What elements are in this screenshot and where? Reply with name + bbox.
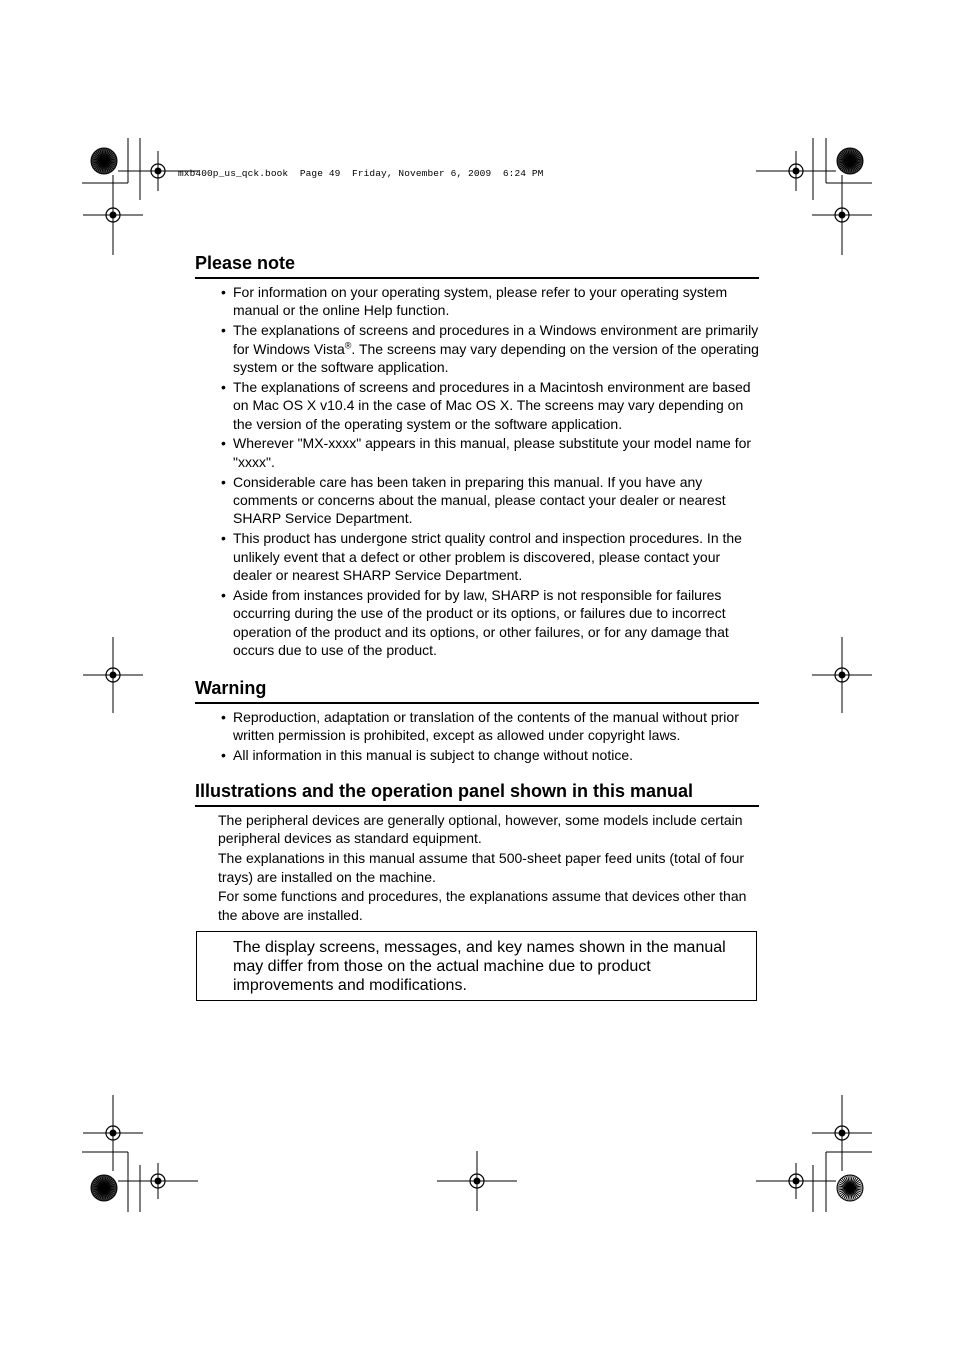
- warning-list: [219, 708, 759, 766]
- list-item: • Wherever "MX-xxxx" appears in this manual, please substitute your model name for "xxxx".: [221, 435, 752, 470]
- list-item: • Aside from instances provided for by law, SHARP is not responsible for failures occurring during the use of the product or its options, or failures due to incorrect operation of the product and its options, or other failures, or for any damage that occurs due to use of the product.: [221, 586, 729, 659]
- warning-heading: Warning: [195, 677, 759, 704]
- registration-target-dot: [110, 1130, 117, 1137]
- bullet-icon: •: [221, 322, 226, 339]
- illustrations-paragraphs: [218, 811, 760, 925]
- registration-target-dot: [793, 168, 800, 175]
- registration-target-dot: [839, 672, 846, 679]
- bullet-icon: •: [221, 473, 226, 490]
- registration-target-dot: [793, 1178, 800, 1185]
- list-item: • For information on your operating system, please refer to your operating system manual or the online Help function.: [221, 284, 728, 319]
- paragraph: The explanations in this manual assume that 500-sheet paper feed units (total of four trays) are installed on the machine.: [218, 850, 745, 885]
- paragraph: The peripheral devices are generally optional, however, some models include certain peripheral devices as standard equipment.: [218, 812, 743, 847]
- notice-box: [196, 931, 757, 1001]
- bullet-icon: •: [221, 435, 226, 452]
- registered-trademark-mark: ®: [344, 339, 352, 350]
- bullet-icon: •: [221, 747, 226, 764]
- registration-target-dot: [839, 212, 846, 219]
- bullet-icon: •: [221, 284, 226, 300]
- registration-target-dot: [839, 1130, 846, 1137]
- please-note-list: [219, 283, 759, 661]
- registration-target-dot: [155, 1178, 162, 1185]
- please-note-heading: Please note: [195, 252, 759, 279]
- list-item: • Reproduction, adaptation or translation of the contents of the manual without prior written permission is prohibited, except as allowed under copyright laws.: [221, 709, 739, 744]
- bullet-icon: •: [221, 709, 226, 725]
- registration-target-dot: [110, 212, 117, 219]
- bullet-icon: •: [221, 586, 226, 603]
- notice-text: The display screens, messages, and key names shown in the manual may differ from those on the actual machine due to product improvements and modifications.: [233, 939, 726, 995]
- illustrations-heading: Illustrations and the operation panel shown in this manual: [195, 780, 759, 807]
- list-item: • The explanations of screens and procedures in a Windows environment are primarily for Windows Vista®. The screens may vary depending on the version of the operating system or the software application.: [221, 322, 759, 376]
- bullet-icon: •: [221, 378, 226, 395]
- registration-target-dot: [155, 168, 162, 175]
- registration-target-dot: [474, 1178, 481, 1185]
- list-item: • This product has undergone strict quality control and inspection procedures. In the unlikely event that a defect or other problem is discovered, please contact your dealer or nearest SHARP Service Department.: [221, 530, 742, 584]
- bullet-icon: •: [221, 530, 226, 547]
- print-slug-header: mxb400p_us_qck.book Page 49 Friday, November 6, 2009 6:24 PM: [178, 168, 544, 179]
- registration-target-dot: [110, 672, 117, 679]
- list-item: • Considerable care has been taken in preparing this manual. If you have any comments or concerns about the manual, please contact your dealer or nearest SHARP Service Department.: [221, 473, 726, 527]
- paragraph: For some functions and procedures, the explanations assume that devices other than the above are installed.: [218, 888, 747, 923]
- list-item: • The explanations of screens and procedures in a Macintosh environment are based on Mac OS X v10.4 in the case of Mac OS X. The screens may vary depending on the version of the operating system or the software application.: [221, 378, 751, 432]
- list-item: • All information in this manual is subject to change without notice.: [221, 747, 633, 764]
